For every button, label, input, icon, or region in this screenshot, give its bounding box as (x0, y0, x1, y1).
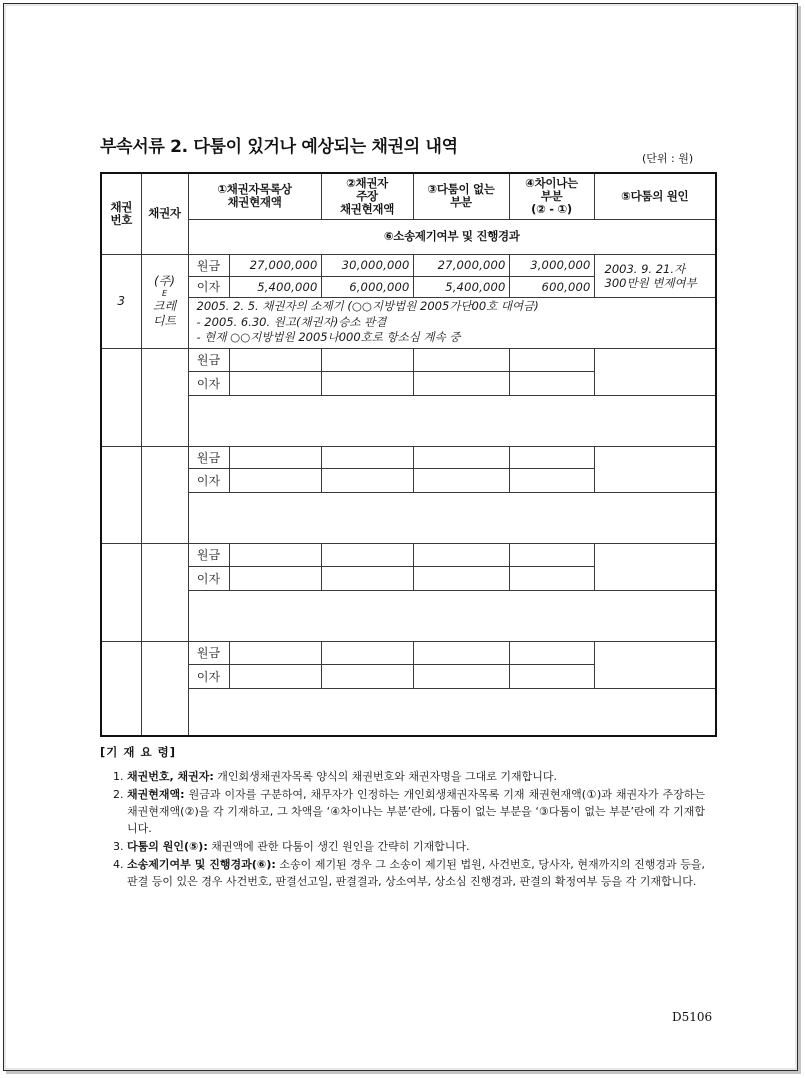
instruction-term: 채권현재액: (127, 788, 185, 801)
table-row (101, 543, 716, 566)
header-claimed-amount: ②채권자 주장 채권현재액 (321, 173, 413, 219)
litigation-progress-cell: 2005. 2. 5. 채권자의 소제기 (○○지방법원 2005가단00호 대여금) - 2005. 6.30. 원고(채권자)승소 판결 - 현재 ○○지방법원 2005나000호로 항소심 계속 중 (188, 297, 716, 348)
principal-label: 원금 (188, 543, 229, 566)
creditor-cell: (주) E 크레 디트 (141, 254, 188, 348)
claimed-interest-cell (321, 566, 413, 590)
listed-interest-cell (229, 371, 321, 395)
difference-interest-cell (509, 468, 594, 492)
table-row (101, 348, 716, 371)
instruction-text: 채권액에 관한 다툼이 생긴 원인을 간략히 기재합니다. (207, 840, 470, 853)
undisputed-interest-cell: 5,400,000 (413, 276, 509, 297)
interest-label: 이자 (188, 276, 229, 297)
undisputed-principal-cell: 27,000,000 (413, 254, 509, 276)
claimed-principal-cell: 30,000,000 (321, 254, 413, 276)
instruction-item (100, 768, 705, 785)
instruction-text: 원금과 이자를 구분하여, 채무자가 인정하는 개인회생채권자목록 기재 채권현재액(①)과 채권자가 주장하는 채권현재액(②)을 각 기재하고, 그 차액을 ‘④차이나는 부분’란에, 다툼이 없는 부분을 ‘③다툼이 없는 부분’란에 각 기재합니다. (127, 788, 705, 835)
instruction-term: 채권번호, 채권자: (127, 770, 214, 783)
listed-principal-cell (229, 446, 321, 468)
claim-number-cell (101, 543, 141, 641)
header-creditor: 채권자 (141, 173, 188, 254)
table-row (101, 297, 716, 348)
page-title: 부속서류 2. 다툼이 있거나 예상되는 채권의 내역 (100, 137, 458, 157)
creditor-cell (141, 446, 188, 543)
listed-interest-cell: 5,400,000 (229, 276, 321, 297)
header-litigation: ⑥소송제기여부 및 진행경과 (188, 219, 716, 254)
claim-number-cell (101, 446, 141, 543)
undisputed-principal-cell (413, 543, 509, 566)
litigation-progress-cell (188, 590, 716, 641)
dispute-cause-cell (594, 543, 716, 590)
claim-number-cell (101, 348, 141, 446)
listed-principal-cell (229, 543, 321, 566)
table-row (101, 641, 716, 664)
claimed-interest-cell (321, 371, 413, 395)
instruction-term: 다툼의 원인(⑤): (127, 840, 208, 853)
form-code: D5106 (672, 1010, 713, 1024)
difference-principal-cell (509, 446, 594, 468)
listed-principal-cell (229, 348, 321, 371)
claimed-principal-cell (321, 543, 413, 566)
interest-label: 이자 (188, 468, 229, 492)
header-claim-number: 채권 번호 (101, 173, 141, 254)
instruction-number: 2. (113, 788, 124, 801)
header-difference: ④차이나는 부분 (② - ①) (509, 173, 594, 219)
instruction-item (100, 856, 705, 890)
difference-principal-cell (509, 641, 594, 664)
table-row (101, 688, 716, 736)
litigation-progress-cell (188, 688, 716, 736)
header-undisputed: ③다툼이 없는 부분 (413, 173, 509, 219)
claim-number-cell (101, 641, 141, 736)
instructions (100, 744, 705, 891)
creditor-cell (141, 641, 188, 736)
creditor-cell (141, 348, 188, 446)
claimed-interest-cell: 6,000,000 (321, 276, 413, 297)
principal-label: 원금 (188, 348, 229, 371)
interest-label: 이자 (188, 664, 229, 688)
listed-interest-cell (229, 566, 321, 590)
difference-principal-cell: 3,000,000 (509, 254, 594, 276)
undisputed-interest-cell (413, 371, 509, 395)
undisputed-principal-cell (413, 348, 509, 371)
undisputed-principal-cell (413, 641, 509, 664)
undisputed-interest-cell (413, 468, 509, 492)
header-dispute-cause: ⑤다툼의 원인 (594, 173, 716, 219)
dispute-cause-cell (594, 641, 716, 688)
claimed-principal-cell (321, 446, 413, 468)
instruction-number: 3. (113, 840, 124, 853)
table-row (101, 254, 716, 276)
undisputed-interest-cell (413, 664, 509, 688)
difference-interest-cell (509, 371, 594, 395)
interest-label: 이자 (188, 371, 229, 395)
interest-label: 이자 (188, 566, 229, 590)
dispute-cause-cell: 2003. 9. 21.자 300만원 변제여부 (594, 254, 716, 297)
instruction-number: 1. (113, 770, 124, 783)
table-row (101, 590, 716, 641)
instruction-number: 4. (113, 858, 124, 871)
principal-label: 원금 (188, 641, 229, 664)
instruction-term: 소송제기여부 및 진행경과(⑥): (127, 858, 276, 871)
table-row (101, 395, 716, 446)
instruction-item (100, 786, 705, 837)
difference-principal-cell (509, 348, 594, 371)
instructions-heading: [기 재 요 령] (100, 745, 176, 759)
claimed-principal-cell (321, 641, 413, 664)
table-row (101, 492, 716, 543)
table-row (101, 446, 716, 468)
disputed-claims-table (100, 172, 717, 737)
listed-interest-cell (229, 468, 321, 492)
litigation-progress-cell (188, 492, 716, 543)
claimed-principal-cell (321, 348, 413, 371)
claimed-interest-cell (321, 664, 413, 688)
undisputed-interest-cell (413, 566, 509, 590)
difference-principal-cell (509, 543, 594, 566)
undisputed-principal-cell (413, 446, 509, 468)
listed-principal-cell (229, 641, 321, 664)
header-listed-amount: ①채권자목록상 채권현재액 (188, 173, 321, 219)
dispute-cause-cell (594, 446, 716, 492)
difference-interest-cell (509, 664, 594, 688)
listed-principal-cell: 27,000,000 (229, 254, 321, 276)
instruction-item (100, 838, 705, 855)
difference-interest-cell (509, 566, 594, 590)
unit-note: (단위 : 원) (642, 152, 694, 165)
claimed-interest-cell (321, 468, 413, 492)
claim-number-cell: 3 (101, 254, 141, 348)
listed-interest-cell (229, 664, 321, 688)
difference-interest-cell: 600,000 (509, 276, 594, 297)
dispute-cause-cell (594, 348, 716, 395)
instruction-text: 개인회생채권자목록 양식의 채권번호와 채권자명을 그대로 기재합니다. (213, 770, 558, 783)
instruction-text: 소송이 제기된 경우 그 소송이 제기된 법원, 사건번호, 당사자, 현재까지의 진행경과 등을, 판결 등이 있은 경우 사건번호, 판결선고일, 판결결과, 상소여부, 상소심 진행경과, 판결의 확정여부 등을 각 기재합니다. (127, 858, 706, 888)
litigation-progress-cell (188, 395, 716, 446)
principal-label: 원금 (188, 254, 229, 276)
principal-label: 원금 (188, 446, 229, 468)
creditor-cell (141, 543, 188, 641)
